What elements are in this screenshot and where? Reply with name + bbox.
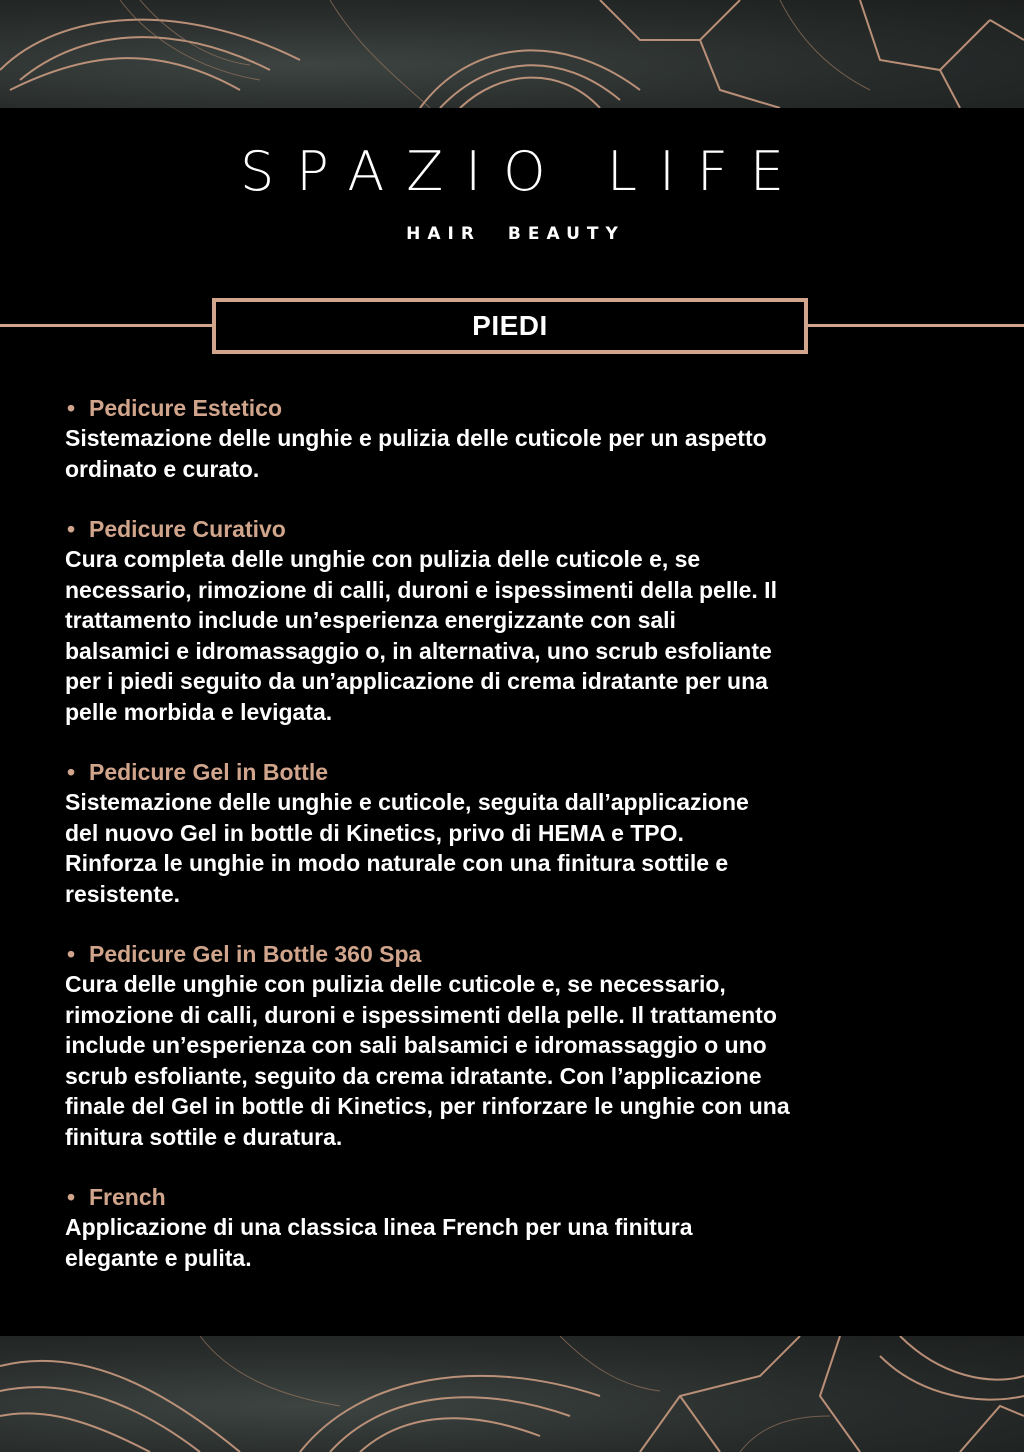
service-description: Cura delle unghie con pulizia delle cuticole e, se necessario, rimozione di calli, duroni e ispessimenti della pelle. Il trattamento include un’esperienza con sali balsamici e idromassaggio o uno scrub esfoliante, seguito da crema idratante. Con l’applicazione finale del Gel in bottle di Kinetics, per rinforzare le unghie con una finitura sottile e duratura. [65, 971, 790, 1150]
service-item [65, 514, 945, 727]
service-name [65, 1182, 945, 1212]
bullet-dot-icon: • [67, 516, 76, 542]
service-item [65, 393, 945, 484]
service-name [65, 757, 945, 787]
service-description: Applicazione di una classica linea French per una finitura elegante e pulita. [65, 1214, 693, 1271]
section-title: PIEDI [472, 310, 548, 341]
service-description: Cura completa delle unghie con pulizia delle cuticole e, se necessario, rimozione di calli, duroni e ispessimenti della pelle. Il trattamento include un’esperienza energizzante con sali balsamici e idromassaggio o, in alternativa, uno scrub esfoliante per i piedi seguito da un’applicazione di crema idratante per una pelle morbida e levigata. [65, 546, 777, 725]
service-description: Sistemazione delle unghie e cuticole, seguita dall’applicazione del nuovo Gel in bottle di Kinetics, privo di HEMA e TPO. Rinforza le unghie in modo naturale con una finitura sottile e resistente. [65, 789, 749, 907]
service-name-text: Pedicure Gel in Bottle 360 Spa [89, 941, 422, 967]
service-name [65, 514, 945, 544]
service-name-text: Pedicure Gel in Bottle [89, 759, 328, 785]
service-name-text: Pedicure Curativo [89, 516, 286, 542]
bullet-dot-icon: • [67, 1184, 76, 1210]
services-list [65, 393, 945, 1303]
service-name [65, 393, 945, 423]
brand-logo-title: SPAZIO LIFE [239, 140, 807, 203]
section-header [212, 298, 808, 354]
service-name [65, 939, 945, 969]
service-name-text: Pedicure Estetico [89, 395, 283, 421]
service-item [65, 757, 945, 909]
bullet-dot-icon: • [67, 395, 76, 421]
gold-leaf-pattern-icon [0, 1336, 1024, 1452]
service-name-text: French [89, 1184, 166, 1210]
brand-tagline: HAIR BEAUTY [406, 224, 625, 244]
divider-line-right [808, 324, 1024, 327]
decorative-leaf-banner-bottom [0, 1336, 1024, 1452]
divider-line-left [0, 324, 212, 327]
bullet-dot-icon: • [67, 941, 76, 967]
bullet-dot-icon: • [67, 759, 76, 785]
gold-leaf-pattern-icon [0, 0, 1024, 108]
service-item [65, 939, 945, 1152]
decorative-leaf-banner-top [0, 0, 1024, 108]
service-description: Sistemazione delle unghie e pulizia delle cuticole per un aspetto ordinato e curato. [65, 425, 767, 482]
service-item [65, 1182, 945, 1273]
